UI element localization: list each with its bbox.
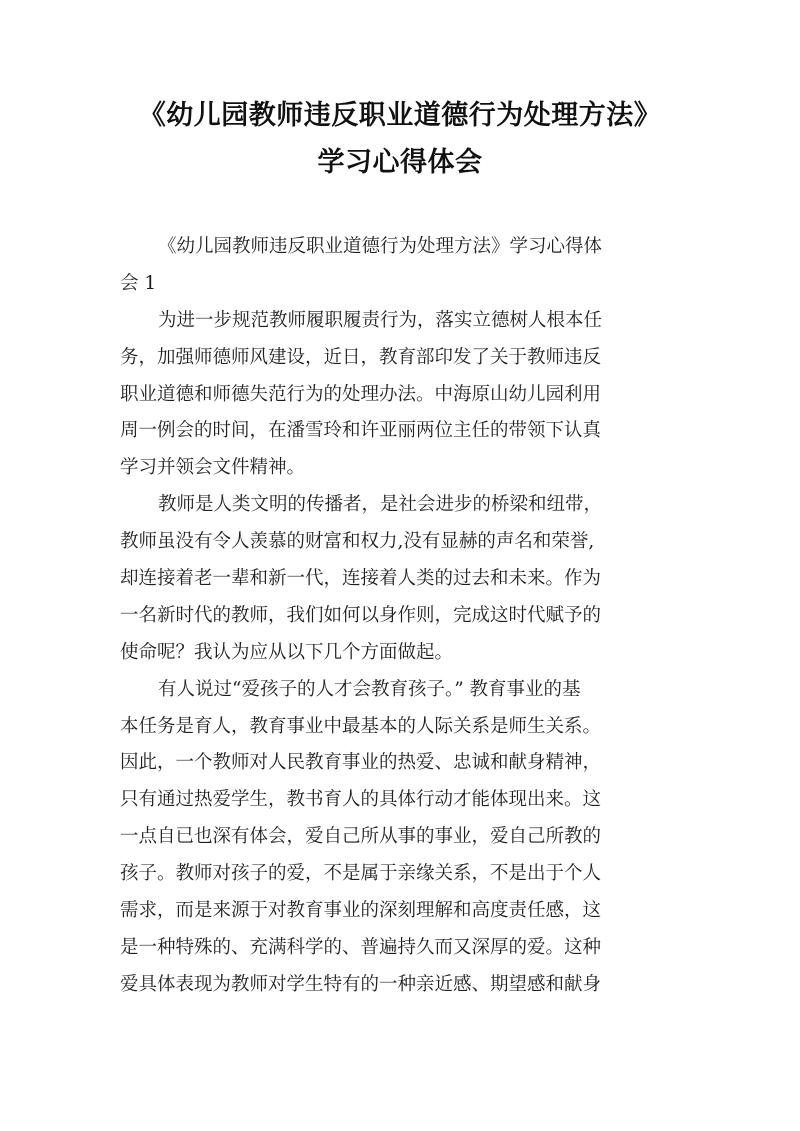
body-line: 一名新时代的教师，我们如何以身作则，完成这时代赋予的	[120, 604, 602, 626]
body-line: 本任务是育人，教育事业中最基本的人际关系是师生关系。	[120, 715, 602, 737]
title-line-1: 《幼儿园教师违反职业道德行为处理方法》	[138, 100, 662, 131]
document-title	[90, 92, 710, 186]
body-line: 只有通过热爱学生，教书育人的具体行动才能体现出来。这	[120, 789, 602, 811]
body-line: 需求，而是来源于对教育事业的深刻理解和高度责任感，这	[120, 900, 602, 922]
body-line: 《幼儿园教师违反职业道德行为处理方法》学习心得体	[158, 236, 603, 257]
document-body	[120, 229, 686, 1004]
body-line: 却连接着老一辈和新一代，连接着人类的过去和未来。作为	[120, 568, 602, 590]
body-line: 教师虽没有令人羡慕的财富和权力,没有显赫的声名和荣誉,	[120, 531, 595, 553]
body-line: 孩子。教师对孩子的爱，不是属于亲缘关系，不是出于个人	[120, 863, 602, 885]
body-line: 会 1	[120, 272, 157, 294]
body-line: 周一例会的时间，在潘雪玲和许亚丽两位主任的带领下认真	[120, 420, 602, 442]
body-line: 为进一步规范教师履职履责行为，落实立德树人根本任	[158, 309, 603, 331]
body-line: 因此，一个教师对人民教育事业的热爱、忠诚和献身精神，	[120, 752, 602, 774]
body-line: 教师是人类文明的传播者，是社会进步的桥梁和纽带，	[158, 494, 603, 516]
body-line: 有人说过“爱孩子的人才会教育孩子。” 教育事业的基	[158, 678, 581, 700]
body-line: 一点自已也深有体会，爱自己所从事的事业，爱自己所教的	[120, 826, 602, 848]
body-line: 爱具体表现为教师对学生特有的一种亲近感、期望感和献身	[120, 973, 602, 995]
title-line-2: 学习心得体会	[317, 147, 483, 178]
body-line: 使命呢？我认为应从以下几个方面做起。	[120, 641, 454, 663]
body-line: 学习并领会文件精神。	[120, 457, 306, 479]
body-line: 是一种特殊的、充满科学的、普遍持久而又深厚的爱。这种	[120, 936, 602, 958]
body-line: 职业道德和师德失范行为的处理办法。中海原山幼儿园利用	[120, 383, 602, 405]
body-line: 务，加强师德师风建设，近日，教育部印发了关于教师违反	[120, 346, 602, 368]
